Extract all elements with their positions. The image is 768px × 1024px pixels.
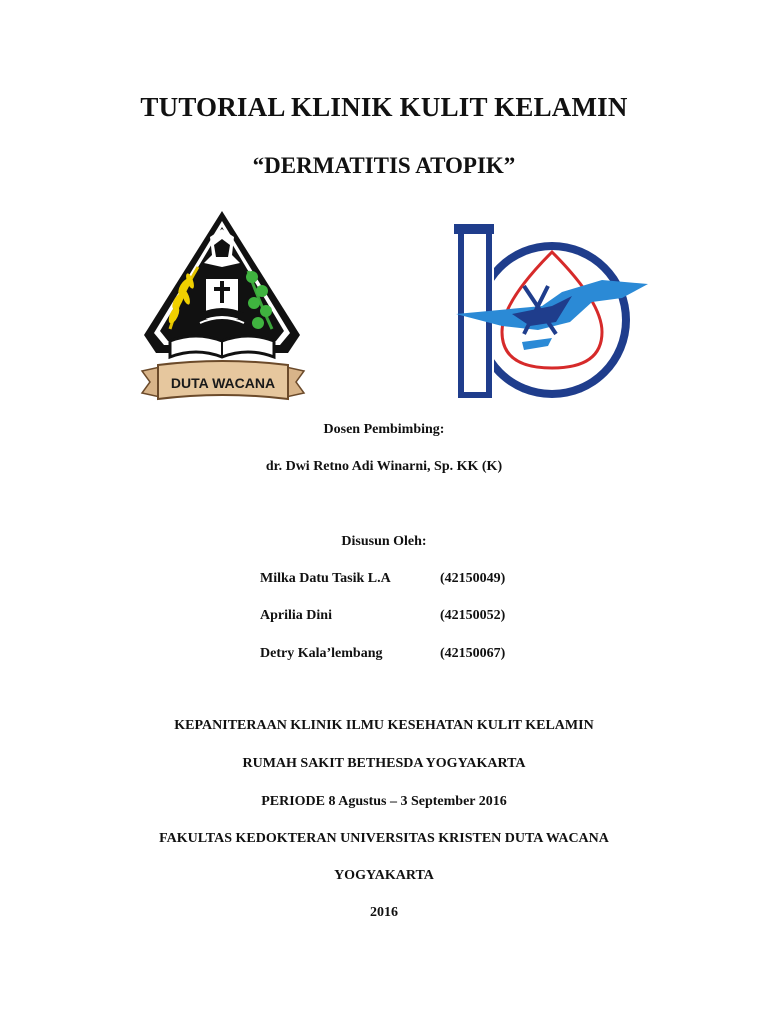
author-nim: (42150049) <box>440 571 506 586</box>
author-row <box>260 646 520 664</box>
author-row <box>260 608 520 626</box>
footer-line-hospital: RUMAH SAKIT BETHESDA YOGYAKARTA <box>242 756 526 771</box>
author-nim: (42150067) <box>440 646 506 661</box>
authors-label: Disusun Oleh: <box>341 534 427 549</box>
supervisor-label: Dosen Pembimbing: <box>323 422 445 437</box>
author-name: Detry Kala’lembang <box>260 646 383 661</box>
footer-line-year: 2016 <box>370 905 398 920</box>
author-nim: (42150052) <box>440 608 506 623</box>
author-row <box>260 571 520 589</box>
author-name: Milka Datu Tasik L.A <box>260 571 391 586</box>
university-crest-icon <box>140 207 306 411</box>
author-name: Aprilia Dini <box>260 608 332 623</box>
supervisor-name: dr. Dwi Retno Adi Winarni, Sp. KK (K) <box>265 459 503 474</box>
footer-line-period: PERIODE 8 Agustus – 3 September 2016 <box>261 794 507 809</box>
hospital-b-dove-logo-icon <box>452 222 656 400</box>
crest-banner-text: DUTA WACANA <box>170 375 276 391</box>
document-title: TUTORIAL KLINIK KULIT KELAMIN <box>140 92 628 122</box>
footer-line-faculty: FAKULTAS KEDOKTERAN UNIVERSITAS KRISTEN DUTA WACANA <box>159 831 609 846</box>
footer-line-city: YOGYAKARTA <box>334 868 434 883</box>
footer-line-clinic: KEPANITERAAN KLINIK ILMU KESEHATAN KULIT KELAMIN <box>174 718 594 733</box>
document-subtitle: “DERMATITIS ATOPIK” <box>252 153 516 178</box>
